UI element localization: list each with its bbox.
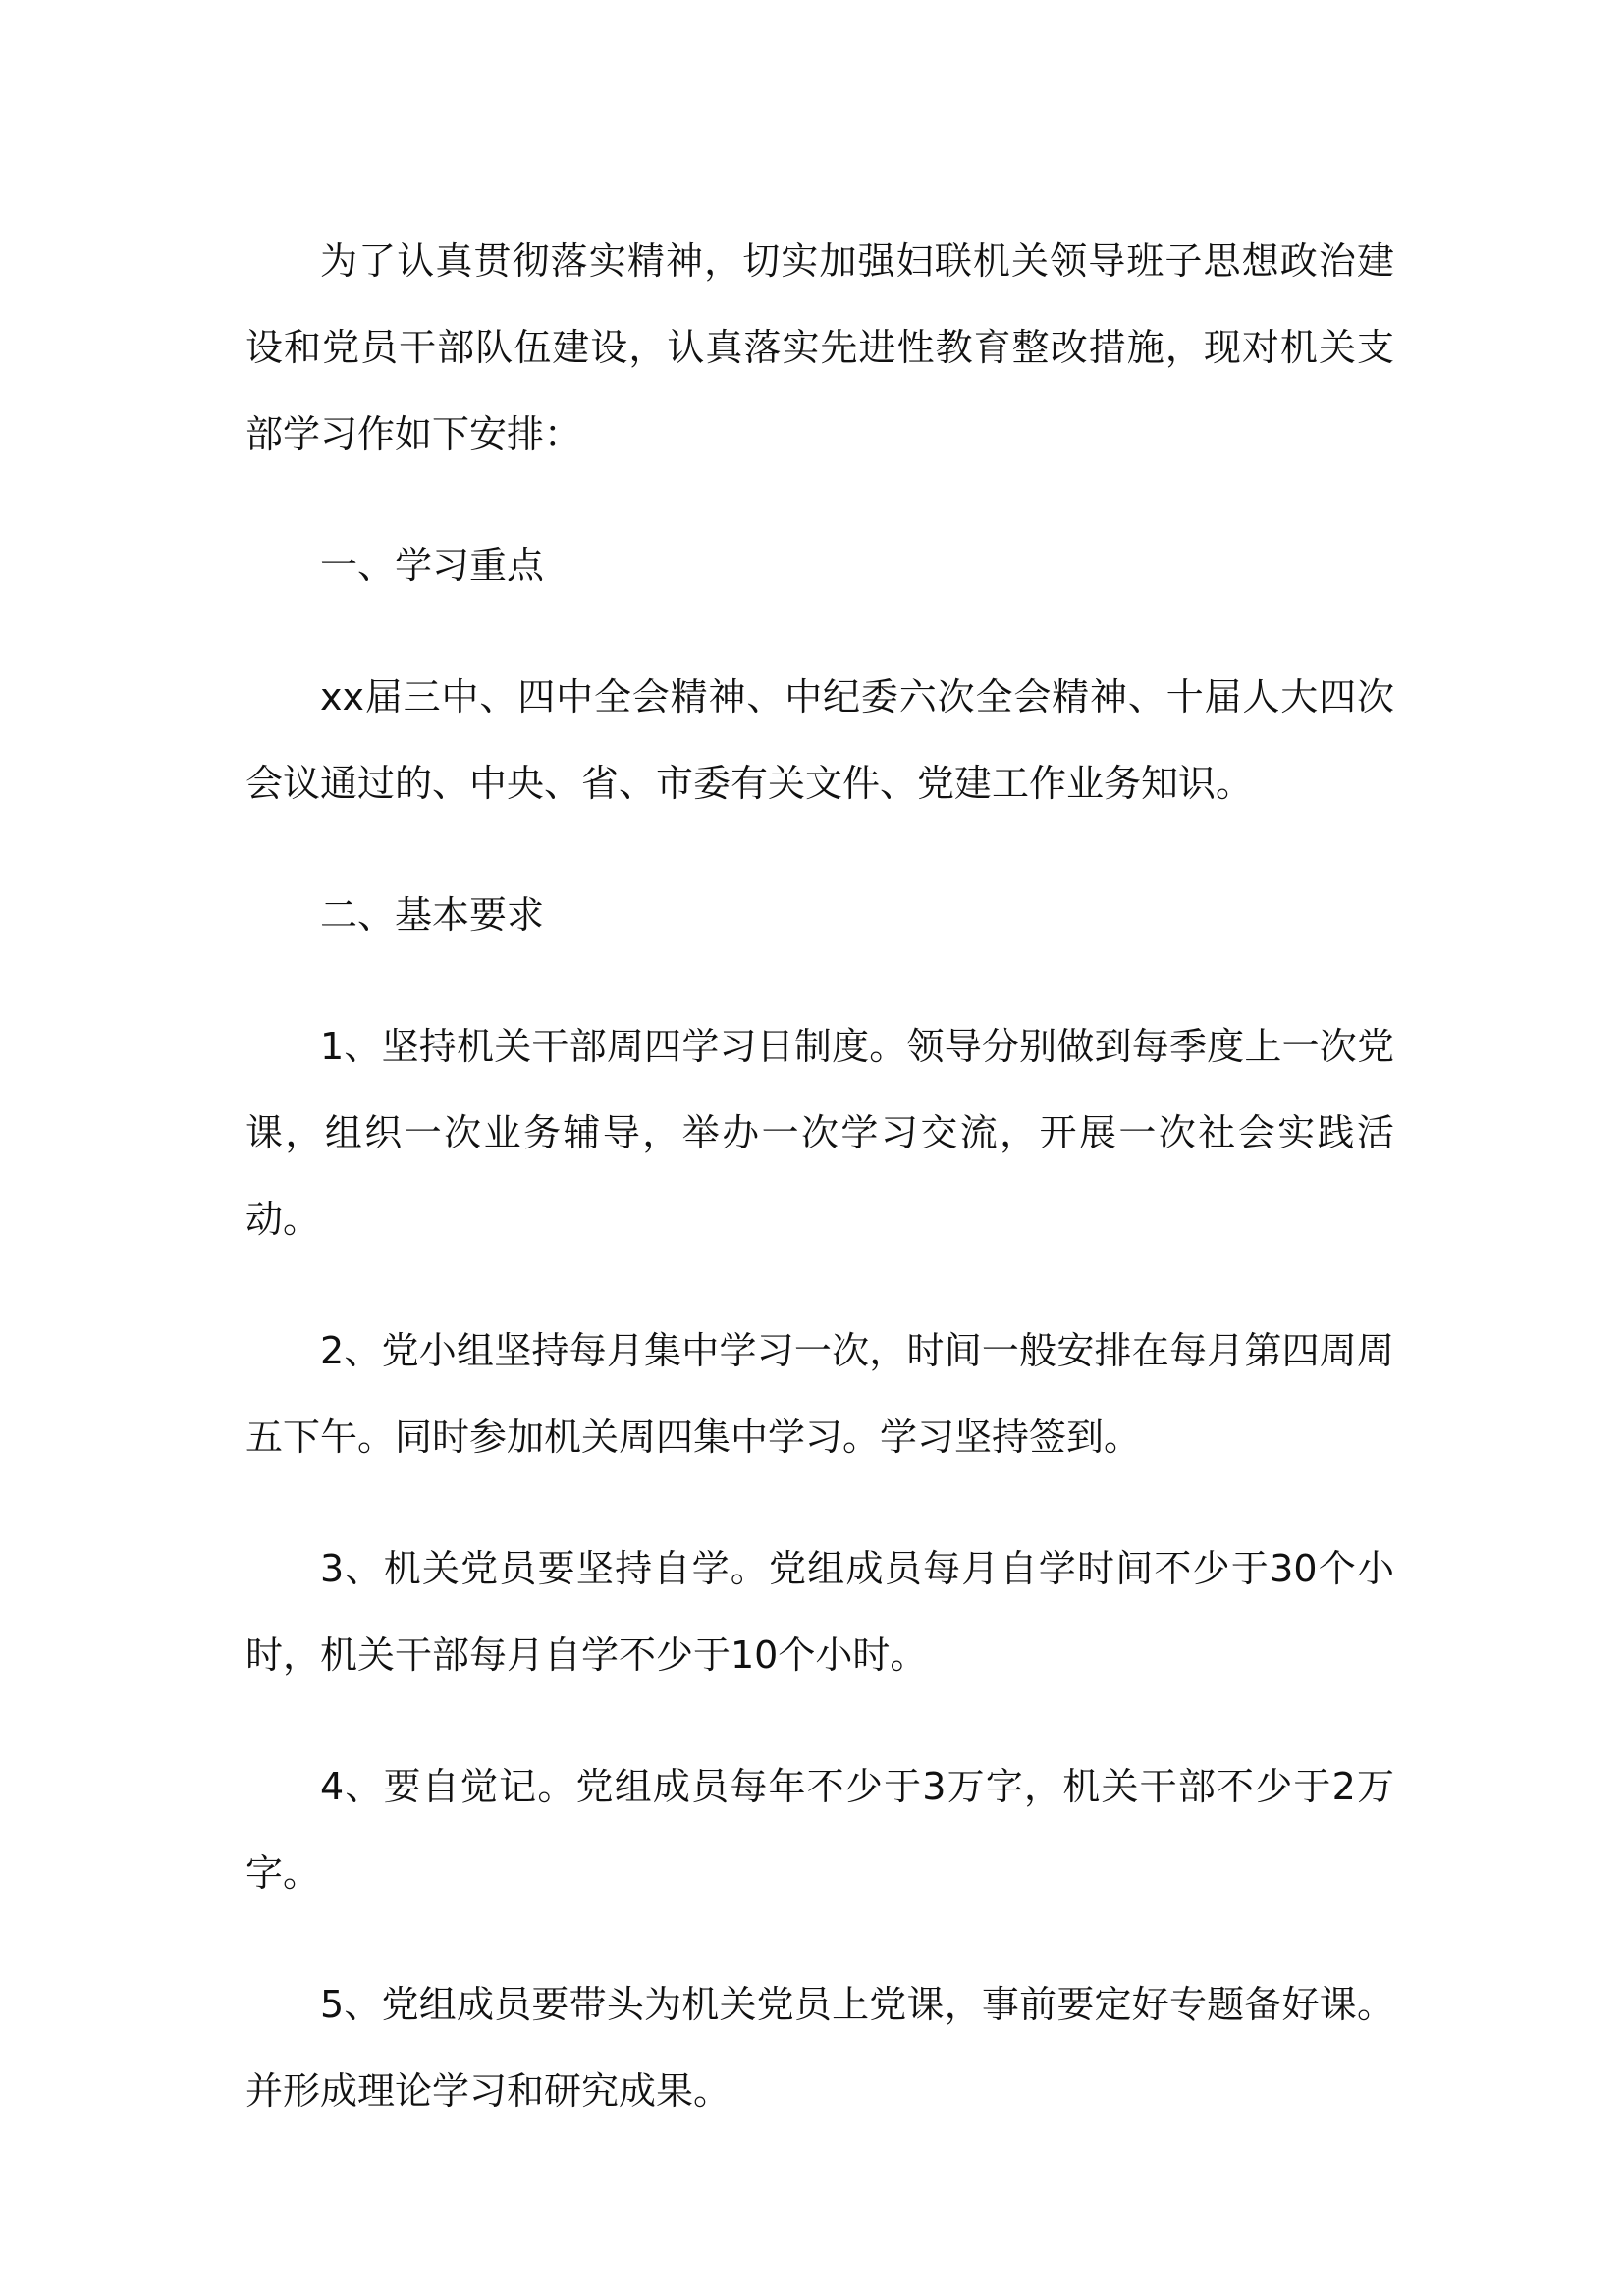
study-focus-paragraph: xx届三中、四中全会精神、中纪委六次全会精神、十届人大四次会议通过的、中央、省、市委有关文件、党建工作业务知识。 — [245, 675, 1394, 805]
requirement-1-paragraph: 1、坚持机关干部周四学习日制度。领导分别做到每季度上一次党课，组织一次业务辅导，举办一次学习交流，开展一次社会实践活动。 — [245, 1025, 1394, 1241]
requirement-4-paragraph: 4、要自觉记。党组成员每年不少于3万字，机关干部不少于2万字。 — [245, 1765, 1394, 1895]
requirement-3-paragraph: 3、机关党员要坚持自学。党组成员每月自学时间不少于30个小时，机关干部每月自学不少于10个小时。 — [245, 1547, 1394, 1677]
section-heading-basic-requirements: 二、基本要求 — [320, 893, 545, 936]
requirement-5-paragraph: 5、党组成员要带头为机关党员上党课，事前要定好专题备好课。并形成理论学习和研究成果。 — [245, 1983, 1394, 2112]
section-heading-study-focus: 一、学习重点 — [320, 544, 545, 587]
requirement-2-paragraph: 2、党小组坚持每月集中学习一次，时间一般安排在每月第四周周五下午。同时参加机关周四集中学习。学习坚持签到。 — [245, 1329, 1394, 1459]
intro-paragraph: 为了认真贯彻落实精神，切实加强妇联机关领导班子思想政治建设和党员干部队伍建设，认真落实先进性教育整改措施，现对机关支部学习作如下安排： — [245, 240, 1394, 455]
document-body — [245, 218, 1394, 2179]
